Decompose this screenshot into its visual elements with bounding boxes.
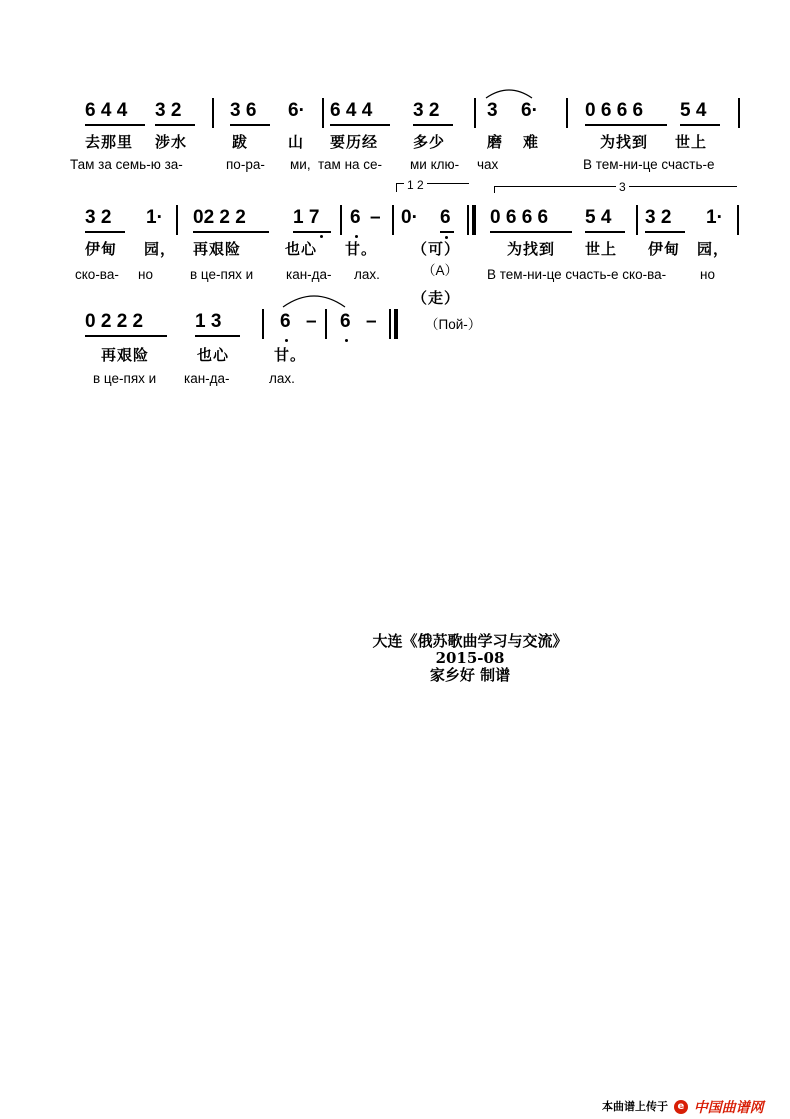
beam-line <box>85 335 167 337</box>
octave-dot <box>285 339 288 342</box>
lyric-cn: 世上 <box>585 240 618 258</box>
lyric-ru: Там за семь-ю за- <box>70 157 183 172</box>
lyric-cn: 世上 <box>675 133 708 151</box>
barline <box>340 205 342 235</box>
lyric-ru: по-ра- <box>226 157 265 172</box>
lyric-cn: 园， <box>697 240 730 258</box>
note-group: 3 2 <box>85 207 112 228</box>
beam-line <box>195 335 240 337</box>
barline <box>262 309 264 339</box>
lyric-cn: 要历经 <box>330 133 379 151</box>
lyric-cn: 也心 <box>197 346 230 364</box>
note-group: 1· <box>706 207 723 228</box>
beam-line <box>413 124 453 126</box>
lyric-ru: В тем-ни-це счасть-е <box>583 157 715 172</box>
barline <box>325 309 327 339</box>
note-group: 5 4 <box>585 207 612 228</box>
lyric-cn: 园， <box>144 240 177 258</box>
lyric-cn: 为找到 <box>600 133 649 151</box>
lyric-cn: 跋 <box>232 133 249 151</box>
lyric-cn: 去那里 <box>85 133 134 151</box>
barline <box>322 98 324 128</box>
final-barline-thick <box>394 309 398 339</box>
beam-line <box>585 231 625 233</box>
lyric-cn: 涉水 <box>155 133 188 151</box>
lyric-ru: там на се- <box>318 157 383 172</box>
note-group: 6 <box>340 311 351 332</box>
barline <box>636 205 638 235</box>
lyric-ru: лах. <box>354 267 380 282</box>
note-group: 6· <box>521 100 538 121</box>
lyric-cn: 也心 <box>285 240 318 258</box>
barline <box>392 205 394 235</box>
tie-arc <box>281 291 347 309</box>
note-group: – <box>370 207 381 228</box>
lyric-cn: 难 <box>523 133 540 151</box>
lyric-ru: кан-да- <box>184 371 230 386</box>
lyric-ru: но <box>138 267 153 282</box>
note-group: 0 6 6 6 <box>585 100 644 121</box>
lyric-ru: но <box>700 267 715 282</box>
note-group: 6 4 4 <box>85 100 128 121</box>
lyric-cn: 伊甸 <box>648 240 681 258</box>
beam-line <box>680 124 720 126</box>
lyric-ru: лах. <box>269 371 295 386</box>
note-group: 0 6 6 6 <box>490 207 549 228</box>
credits-block <box>300 633 640 684</box>
beam-line <box>490 231 572 233</box>
site-logo-text[interactable]: 中国曲谱网 <box>693 1100 764 1116</box>
final-barline-thin <box>389 309 391 339</box>
note-group: 6 4 4 <box>330 100 373 121</box>
note-group: 3 2 <box>645 207 672 228</box>
footer-upload <box>602 1097 764 1117</box>
note-group: 3 <box>487 100 498 121</box>
lyric-cn: 伊甸 <box>85 240 118 258</box>
lyric-cn: 再艰险 <box>193 240 242 258</box>
beam-line <box>230 124 270 126</box>
barline <box>738 98 740 128</box>
note-group: 6 <box>280 311 291 332</box>
note-group: – <box>306 311 317 332</box>
barline <box>474 98 476 128</box>
beam-line <box>85 231 125 233</box>
repeat-barline-thin <box>467 205 469 235</box>
octave-dot <box>320 235 323 238</box>
lyric-cn: 磨 <box>487 133 504 151</box>
note-group: 6· <box>288 100 305 121</box>
lyric-ru: кан-да- <box>286 267 332 282</box>
beam-line <box>440 231 454 233</box>
note-group: 3 2 <box>413 100 440 121</box>
beam-line <box>585 124 667 126</box>
lyric-ru: ми клю- <box>410 157 460 172</box>
note-group: 5 4 <box>680 100 707 121</box>
beam-line <box>155 124 195 126</box>
note-group: 1 3 <box>195 311 222 332</box>
note-group: 0· <box>401 207 418 228</box>
volta-label: 3 <box>616 178 629 196</box>
lyric-cn-alt: （走） <box>412 289 461 307</box>
beam-line <box>645 231 685 233</box>
lyric-cn: 再艰险 <box>101 346 150 364</box>
note-group: 1 7 <box>293 207 320 228</box>
lyric-ru: чах <box>477 157 499 172</box>
lyric-cn: 甘。 <box>274 346 307 364</box>
credits-date: 2015-08 <box>435 649 505 667</box>
repeat-barline-thick <box>472 205 476 235</box>
volta-label: 1 2 <box>404 176 427 194</box>
beam-line <box>85 124 145 126</box>
note-group: 3 2 <box>155 100 182 121</box>
lyric-cn: 多少 <box>413 133 446 151</box>
beam-line <box>330 124 390 126</box>
barline <box>176 205 178 235</box>
note-group: 1· <box>146 207 163 228</box>
lyric-cn: 山 <box>288 133 305 151</box>
lyric-ru: （А） <box>422 263 459 278</box>
credits-author: 家乡好 制谱 <box>429 666 511 684</box>
note-group: 6 <box>440 207 451 228</box>
barline <box>737 205 739 235</box>
lyric-ru: в це-пях и <box>93 371 157 386</box>
octave-dot <box>345 339 348 342</box>
lyric-ru-alt: （Пой-） <box>425 317 482 332</box>
note-group: 6 <box>350 207 361 228</box>
lyric-ru: ско-ва- <box>75 267 119 282</box>
octave-dot <box>355 235 358 238</box>
note-group: – <box>366 311 377 332</box>
beam-line <box>193 231 269 233</box>
note-group: 02 2 2 <box>193 207 246 228</box>
tie-arc <box>484 86 534 100</box>
lyric-ru: в це-пях и <box>190 267 254 282</box>
credits-source: 大连《俄苏歌曲学习与交流》 <box>372 632 568 650</box>
footer-upload-text: 本曲谱上传于 <box>602 1100 668 1113</box>
lyric-ru: В тем-ни-це счасть-е ско-ва- <box>487 267 667 282</box>
note-group: 3 6 <box>230 100 257 121</box>
lyric-ru: ми, <box>290 157 311 172</box>
note-group: 0 2 2 2 <box>85 311 144 332</box>
beam-line <box>293 231 331 233</box>
lyric-cn: （可） <box>412 240 461 258</box>
site-logo-icon: e <box>674 1100 688 1114</box>
lyric-cn: 甘。 <box>345 240 378 258</box>
lyric-cn: 为找到 <box>507 240 556 258</box>
barline <box>212 98 214 128</box>
barline <box>566 98 568 128</box>
